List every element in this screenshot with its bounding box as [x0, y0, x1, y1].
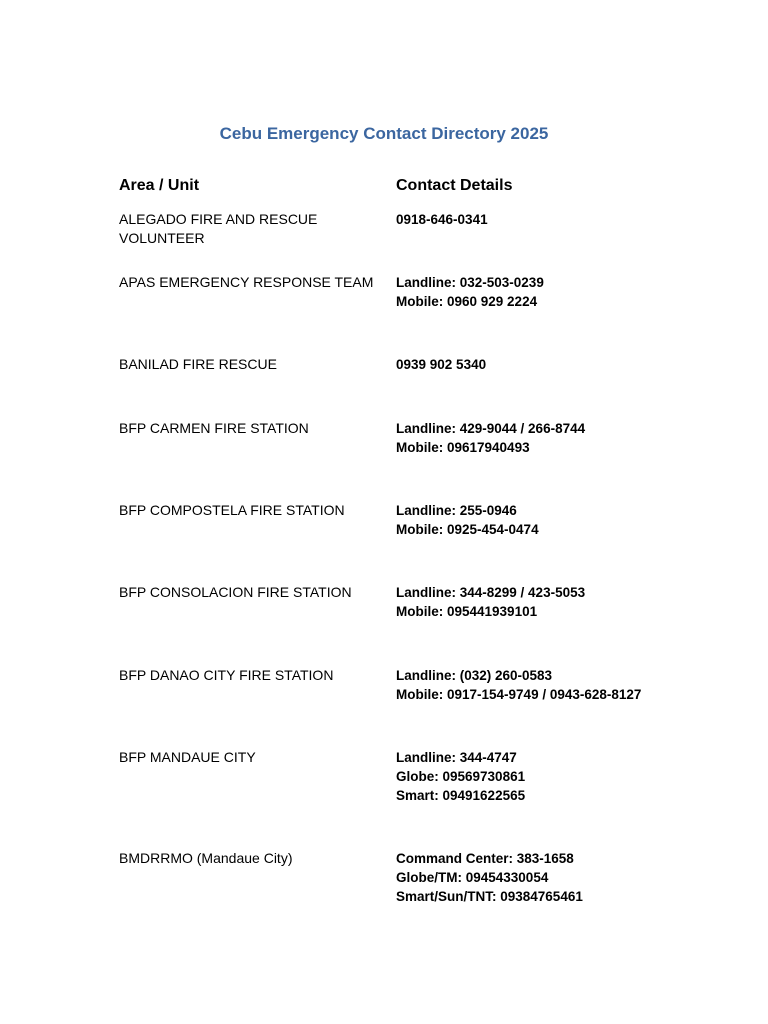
contact-line: Landline: (032) 260-0583	[396, 668, 553, 683]
contact-cell	[396, 355, 686, 374]
contact-line: Landline: 344-8299 / 423-5053	[396, 585, 586, 600]
contact-line: 0939 902 5340	[396, 357, 487, 372]
contact-line: Mobile: 09617940493	[396, 440, 530, 455]
contact-line: Mobile: 0960 929 2224	[396, 294, 538, 309]
column-header-area: Area / Unit	[119, 177, 200, 194]
contact-line: Smart: 09491622565	[396, 788, 526, 803]
contact-cell	[396, 210, 686, 229]
area-cell: BFP COMPOSTELA FIRE STATION	[119, 502, 345, 518]
contact-cell	[396, 666, 686, 704]
area-cell: BMDRRMO (Mandaue City)	[119, 850, 293, 866]
area-cell: BFP DANAO CITY FIRE STATION	[119, 667, 334, 683]
contact-line: Mobile: 095441939101	[396, 604, 538, 619]
contact-line: Smart/Sun/TNT: 09384765461	[396, 889, 583, 904]
area-cell: ALEGADO FIRE AND RESCUE VOLUNTEER	[119, 211, 318, 246]
contact-line: Globe: 09569730861	[396, 769, 526, 784]
area-cell: APAS EMERGENCY RESPONSE TEAM	[119, 274, 374, 290]
contact-cell	[396, 273, 686, 311]
contact-line: Landline: 255-0946	[396, 503, 517, 518]
contact-cell	[396, 748, 686, 805]
contact-line: Landline: 344-4747	[396, 750, 517, 765]
area-cell: BFP CARMEN FIRE STATION	[119, 420, 309, 436]
document-title: Cebu Emergency Contact Directory 2025	[219, 124, 549, 143]
area-cell: BANILAD FIRE RESCUE	[119, 356, 277, 372]
contact-cell	[396, 419, 686, 457]
column-header-contact: Contact Details	[396, 177, 513, 194]
contact-line: Command Center: 383-1658	[396, 851, 574, 866]
contact-line: 0918-646-0341	[396, 212, 488, 227]
contact-cell	[396, 583, 686, 621]
contact-line: Mobile: 0925-454-0474	[396, 522, 539, 537]
contact-line: Landline: 429-9044 / 266-8744	[396, 421, 586, 436]
contact-cell	[396, 501, 686, 539]
contact-cell	[396, 849, 686, 906]
contact-line: Landline: 032-503-0239	[396, 275, 544, 290]
contact-line: Globe/TM: 09454330054	[396, 870, 549, 885]
area-cell: BFP CONSOLACION FIRE STATION	[119, 584, 352, 600]
contact-line: Mobile: 0917-154-9749 / 0943-628-8127	[396, 687, 642, 702]
area-cell: BFP MANDAUE CITY	[119, 749, 256, 765]
